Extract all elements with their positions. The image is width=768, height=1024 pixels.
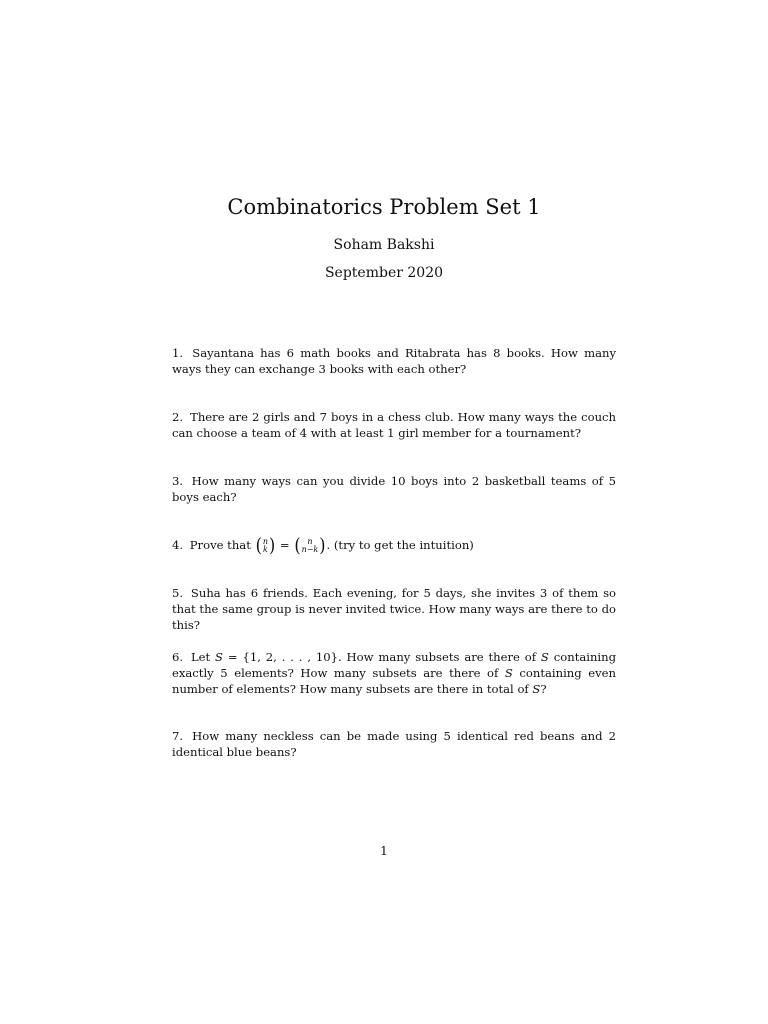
problem-2 xyxy=(172,409,616,441)
problem-4 xyxy=(172,534,616,557)
problem-6 xyxy=(172,649,616,697)
problem-text: Suha has 6 friends. Each evening, for 5 days, she invites 3 of them so that the same group is never invited twice. How many ways are there to do this? xyxy=(172,586,616,632)
set-variable: S xyxy=(540,650,549,664)
binomial-bottom: n−k xyxy=(301,545,319,554)
problem-text-part1: Let xyxy=(190,650,211,664)
problem-number: 4. xyxy=(172,538,184,552)
problem-prefix: Prove that xyxy=(189,538,251,552)
problem-text-part3: containing exactly 5 elements? How many subsets are there of xyxy=(172,650,617,680)
set-variable: S xyxy=(532,682,541,696)
document-date: September 2020 xyxy=(324,265,444,281)
problem-number: 6. xyxy=(172,650,184,664)
problem-text: Sayantana has 6 math books and Ritabrata has 8 books. How many ways they can exchange 3 books with each other? xyxy=(172,346,616,376)
problem-text: How many neckless can be made using 5 identical red beans and 2 identical blue beans? xyxy=(172,729,616,759)
problem-text-part2: . How many subsets are there of xyxy=(338,650,537,664)
problem-number: 2. xyxy=(172,410,184,424)
left-paren: ( xyxy=(255,534,262,557)
problem-text-part4: containing even number of elements? How many subsets are there in total of xyxy=(172,666,616,696)
set-definition: = {1, 2, . . . , 10} xyxy=(223,650,338,664)
problem-5 xyxy=(172,585,616,633)
binomial-n-choose-n-minus-k xyxy=(294,534,326,557)
page-number: 1 xyxy=(380,844,388,858)
right-paren: ) xyxy=(319,534,326,557)
problem-text-part5: ? xyxy=(540,682,547,696)
left-paren: ( xyxy=(294,534,301,557)
document-author: Soham Bakshi xyxy=(333,237,435,253)
problem-number: 3. xyxy=(172,474,184,488)
problem-1 xyxy=(172,345,616,377)
right-paren: ) xyxy=(268,534,276,557)
set-variable: S xyxy=(504,666,513,680)
problem-7 xyxy=(172,728,616,760)
binomial-n-choose-k xyxy=(255,534,276,557)
problem-text: There are 2 girls and 7 boys in a chess club. How many ways the couch can choose a team of 4 with at least 1 girl member for a tournament? xyxy=(172,410,616,440)
problem-number: 7. xyxy=(172,729,184,743)
problem-text: How many ways can you divide 10 boys into 2 basketball teams of 5 boys each? xyxy=(172,474,617,504)
problem-number: 5. xyxy=(172,586,184,600)
set-variable: S xyxy=(215,650,223,664)
problem-suffix: . (try to get the intuition) xyxy=(326,538,474,552)
binomial-stack xyxy=(301,538,320,554)
binomial-top: n xyxy=(262,537,268,546)
binomial-top: n xyxy=(307,537,313,546)
problem-3 xyxy=(172,473,616,505)
problem-number: 1. xyxy=(172,346,184,360)
binomial-stack xyxy=(262,538,269,554)
binomial-bottom: k xyxy=(262,545,268,554)
equals-sign: = xyxy=(279,538,290,552)
document-title: Combinatorics Problem Set 1 xyxy=(227,195,541,219)
